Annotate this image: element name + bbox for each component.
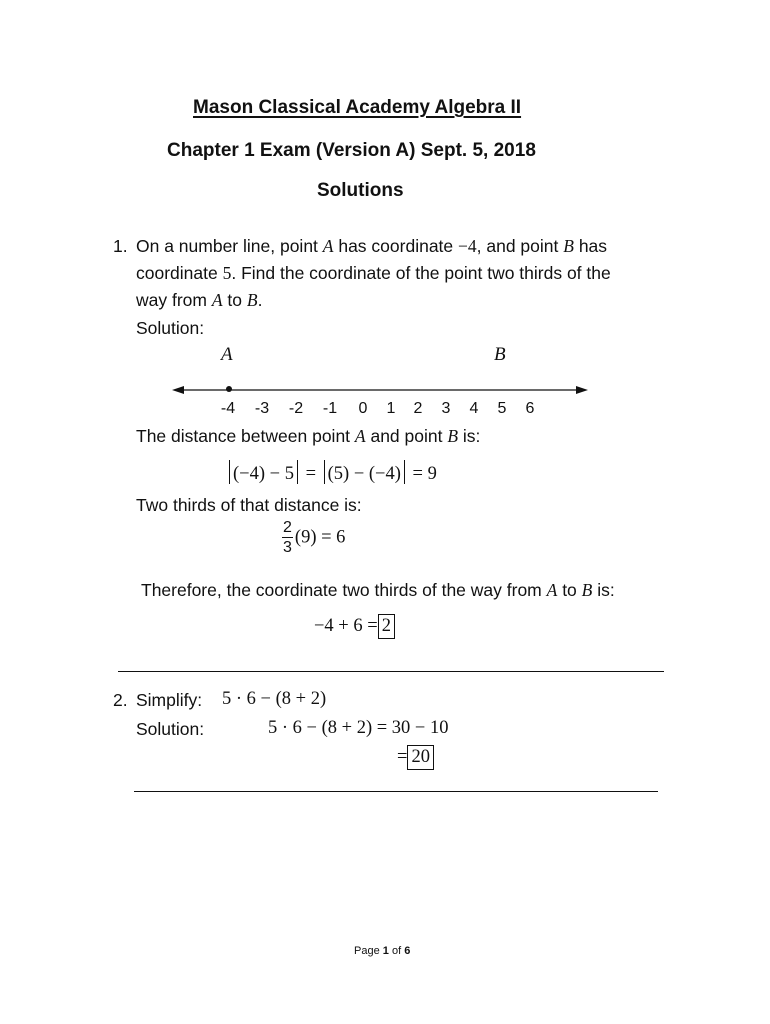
final-equation: −4 + 6 = 2 [314,614,395,639]
number-line [170,378,590,400]
point-a-label: A [221,344,233,365]
tick-label: -4 [220,400,236,417]
tick-label: -3 [254,400,270,417]
abs-bar [404,460,405,484]
problem1-line3: way from A to B. [136,290,263,310]
tick-label: -2 [288,400,304,417]
page-footer: Page 1 of 6 [354,945,411,957]
abs-bar [324,460,325,484]
answer-box: 20 [407,745,434,770]
divider [118,671,664,672]
answer-box: 2 [378,614,395,639]
arrow-right-icon [576,386,588,394]
tick-label: 2 [413,400,423,417]
two-thirds-intro: Two thirds of that distance is: [136,495,362,515]
arrow-left-icon [172,386,184,394]
problem2-prompt-label: Simplify: [136,690,203,710]
point-b-label: B [494,344,506,365]
problem1-line1: On a number line, point A has coordinate −4, and point B has [136,236,608,256]
point-a-dot [226,386,232,392]
problem1-number: 1. [113,236,128,256]
problem1-line2: coordinate 5. Find the coordinate of the point two thirds of the [136,263,611,283]
problem2-work-line: 5 · 6 − (8 + 2) = 30 − 10 [268,718,449,738]
tick-label: 1 [386,400,396,417]
tick-label: 0 [358,400,368,417]
tick-label: 6 [525,400,535,417]
problem2-answer-line: = 20 [397,745,434,770]
tick-label: 3 [441,400,451,417]
problem2-prompt-expr: 5 · 6 − (8 + 2) [222,689,327,709]
fraction: $\frac{2}{3}$ [283,519,292,556]
abs-bar [297,460,298,484]
divider [134,791,658,792]
tick-label: 5 [497,400,507,417]
tick-label: 4 [469,400,479,417]
problem2-solution-label: Solution: [136,719,205,739]
title-solutions: Solutions [317,180,404,201]
problem1-solution-label: Solution: [136,318,205,338]
abs-bar [229,460,230,484]
two-thirds-equation: $\frac{2}{3}$ (9) = 6 [283,519,346,556]
tick-label: -1 [322,400,338,417]
distance-intro: The distance between point A and point B is: [136,426,481,446]
title-exam: Chapter 1 Exam (Version A) Sept. 5, 2018 [167,140,536,161]
distance-equation: (−4) − 5 = (5) − (−4) = 9 [226,460,437,485]
problem2-number: 2. [113,690,128,710]
title-school: Mason Classical Academy Algebra II [193,97,522,118]
conclusion-text: Therefore, the coordinate two thirds of the way from A to B is: [141,580,615,600]
